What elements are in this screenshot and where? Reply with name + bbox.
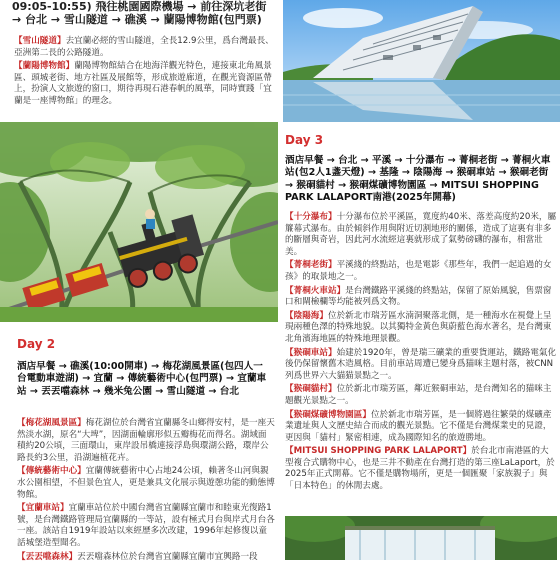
day2-route: 酒店早餐 → 礁溪(10:00開車) → 梅花湖風景區(包四人一台電動車遊湖) → 宜蘭 → 傳統藝術中心(包門票) → 宜蘭車站 → 丟丟噹森林 → 幾米兔公園 → 雪山隧道 → 台北 <box>17 361 267 397</box>
paragraph-meihua-lake: 【梅花湖風景區】梅花湖位於台灣省宜蘭縣冬山鄉得安村，是一座天然淡水湖，原名“大埤”，因湖面輪廓形似五瓣梅花而得名。湖域面積約20公頃，三面環山，東岸設吊橋連接浮島與環湖公路，環岸公路長約3公里，沿湖遍植花卉。 <box>17 418 275 463</box>
day1-route: 09:05-10:55) 飛往桃園國際機場 → 前往深坑老街 → 台北 → 雪山隧道 → 礁溪 → 蘭陽博物館(包門票) <box>12 0 267 26</box>
day1-paragraphs <box>14 36 276 108</box>
paragraph-yin-yang-sea: 【陰陽海】位於新北市瑞芳區水湳洞聚落北側，是一種海水在視覺上呈現兩種色澤的特殊地貌。以其獨特金黃色與蔚藍色海水著名，是台灣東北角濱海地區的特殊地理景觀。 <box>285 310 552 344</box>
waterfall-photo <box>285 516 557 560</box>
paragraph-lanyang-museum: 【蘭陽博物館】蘭陽博物館結合在地海洋觀光特色，連接東北角風景區、頭城老街、地方社區及展館等，形成旅遊廊道，在觀光資源區帶上，扮演人文旅遊的窗口，期待再現石港春帆的風華，同時實踐「宜蘭是一座博物館」的理念。 <box>14 61 272 106</box>
left-column <box>0 0 278 560</box>
paragraph-jingtong-old-street: 【菁桐老街】平溪綫的終點站，也是電影《那些年，我們一起追過的女孩》的取景地之一。 <box>285 260 552 282</box>
paragraph-houtong-coal-museum: 【猴硐煤礦博物園區】位於新北市瑞芳區，是一個將過往繁榮的煤礦產業遺址與人文歷史結合而成的觀光景點。它不僅是台灣煤業史的見證，更因與「貓村」緊密相連，成為國際知名的旅遊勝地。 <box>285 409 552 443</box>
day2-title: Day 2 <box>17 337 56 351</box>
day3-route: 酒店早餐 → 台北 → 平溪 → 十分瀑布 → 菁桐老街 → 菁桐火車站(包2人1盞天燈) → 基隆 → 陰陽海 → 猴硐車站 → 猴硐老街 → 猴硐貓村 → 猴硐煤礦博物園區 → MITSUI SHOPPING PARK LALAPORT南港(2025年開幕) <box>285 155 551 203</box>
paragraph-jingtong-station: 【菁桐火車站】是台灣鐵路平溪綫的終點站，保留了原始風貌，售票窗口和閘檢欄等均能被列爲文物。 <box>285 285 552 308</box>
paragraph-houtong-cat-village: 【猴硐貓村】位於新北市瑞芳區，鄰近猴硐車站，是台灣知名的猫咪主題觀光景點之一。 <box>285 384 552 406</box>
day3-paragraphs <box>285 212 557 493</box>
day2-paragraphs <box>17 418 275 563</box>
paragraph-shifen-waterfall: 【十分瀑布】十分瀑布位於平溪區，寬度約40米、落差高度約20米，屬簾幕式瀑布。由於傾斜作用與附近切割地形的關係，造成了這裏有非多的斷層與奇岩，因此河水流經這裏就形成了氣勢磅礴的瀑布，相當壯美。 <box>285 212 557 257</box>
paragraph-traditional-arts-center: 【傳統藝術中心】宜蘭傳統藝術中心占地24公頃，賴著冬山河與親水公園相望，不但景色宜人，更是兼具文化展示與遊憩功能的動態博物館。 <box>17 466 275 500</box>
right-column <box>283 0 560 560</box>
paragraph-houtong-station: 【猴硐車站】始建於1920年，曾是瑞三礦業的重要貨運站，鐵路電氣化後仍保留懷舊木造風格。目前車站周遭已變身爲猫咪主題村落，被CNN列爲世界六大貓猫景點之一。 <box>285 347 557 381</box>
paragraph-snow-mountain-tunnel: 【雪山隧道】去宜蘭必經的雪山隧道，全長12.9公里，爲台灣最長、亞洲第二長的公路隧道。 <box>14 36 274 58</box>
steam-train-canopy-photo <box>0 122 278 322</box>
paragraph-diudiudang-forest: 【丟丟噹森林】丟丟噹森林位於台灣省宜蘭縣宜蘭市宜興路一段 <box>17 551 258 562</box>
paragraph-lalaport: 【MITSUI SHOPPING PARK LALAPORT】於台北市南港區的大型複合式購物中心，也是三井不動產在台灣打造的第三座LaLaport，於2025年正式開幕。它不僅是購物場所，更是一個匯聚「家族親子」與「日本特色」的休閒去處。 <box>285 446 555 492</box>
lanyang-museum-photo <box>283 0 560 122</box>
day3-title: Day 3 <box>285 133 324 147</box>
paragraph-yilan-station: 【宜蘭車站】宜蘭車站位於中國台灣省宜蘭縣宜蘭市和睦東光復路1號，是台灣鐵路管理局宜蘭縣的一等站，設有極式月台與岸式月台各一座。該站自1919年設站以來經歷多次改建，1996年起修復以童話城堡造型聞名。 <box>17 503 275 548</box>
